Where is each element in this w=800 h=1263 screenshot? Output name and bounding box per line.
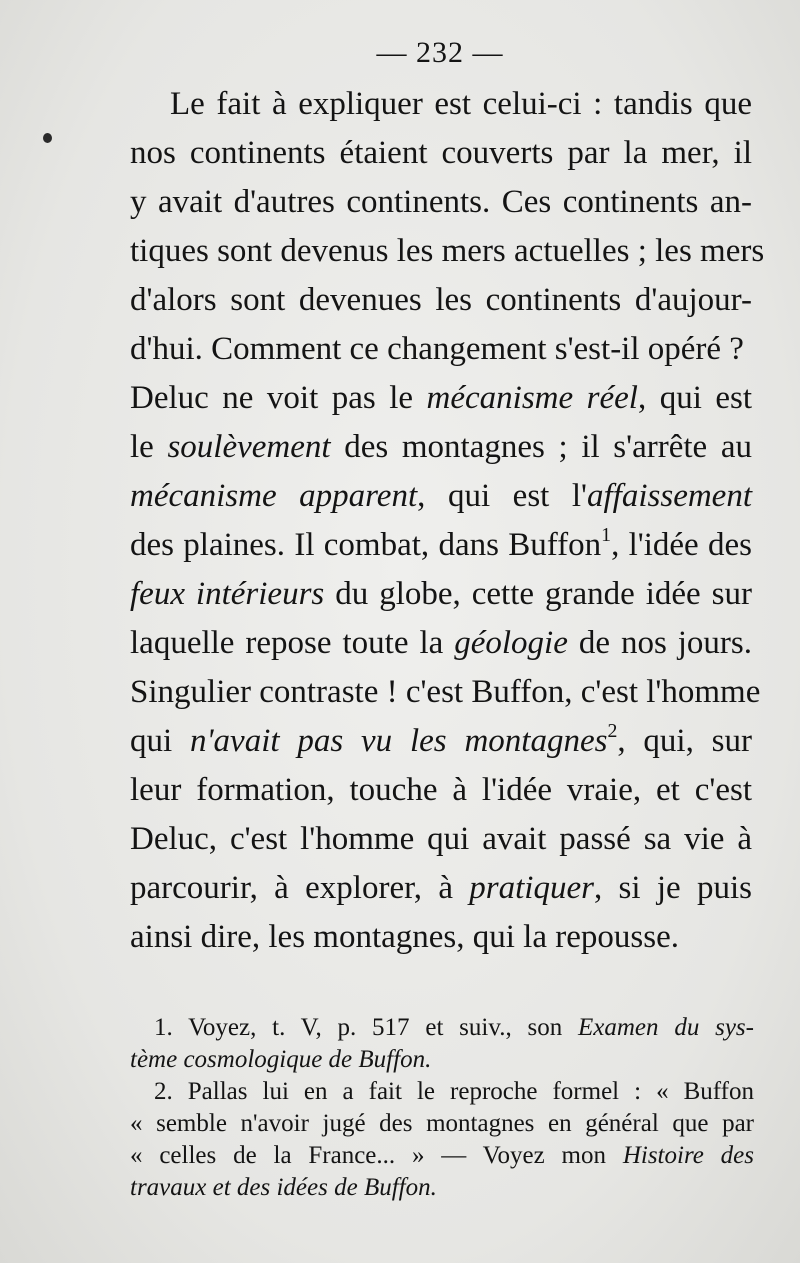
- footnote-ref: 1: [601, 524, 612, 547]
- text-line: [130, 80, 752, 129]
- text-line: [130, 619, 752, 668]
- text-run: ainsi dire, les montagnes, qui la repousse.: [130, 919, 679, 955]
- text-run: nos continents étaient couverts par la mer, il: [130, 135, 752, 171]
- text-line: [130, 521, 752, 570]
- italic-text: géologie: [454, 625, 568, 661]
- text-run: 2. Pallas lui en a fait le reproche formel : « Buffon: [154, 1078, 754, 1105]
- text-run: « semble n'avoir jugé des montagnes en général que par: [130, 1110, 754, 1137]
- italic-text: pratiquer: [469, 870, 594, 906]
- text-line: [130, 717, 752, 766]
- italic-text: Histoire des: [622, 1142, 755, 1169]
- text-run: « celles de la France... » — Voyez mon: [130, 1142, 623, 1169]
- footnote-line: [130, 1044, 754, 1076]
- text-run: des plaines. Il combat, dans Buffon: [130, 527, 602, 563]
- footnote-line: [130, 1172, 754, 1204]
- footnote-line: [130, 1108, 754, 1140]
- text-run: le: [130, 429, 168, 465]
- text-line: [130, 227, 765, 276]
- text-run: , qui, sur: [617, 723, 753, 759]
- text-line: [130, 864, 752, 913]
- text-line: [130, 668, 761, 717]
- text-run: , qui est: [637, 380, 753, 416]
- text-line: [130, 276, 752, 325]
- text-run: y avait d'autres continents. Ces continents an-: [130, 184, 752, 220]
- footnote-line: [130, 1076, 754, 1108]
- italic-text: travaux et des idées de Buffon.: [130, 1174, 437, 1201]
- footnotes: [130, 1012, 754, 1204]
- italic-text: n'avait pas vu les montagnes: [190, 723, 608, 759]
- text-run: , l'idée des: [611, 527, 752, 563]
- text-line: [130, 766, 752, 815]
- text-run: d'hui. Comment ce changement s'est-il opéré ?: [130, 331, 744, 367]
- italic-text: tème cosmologique de Buffon.: [130, 1046, 432, 1073]
- text-line: [130, 570, 752, 619]
- text-line: [130, 374, 752, 423]
- text-run: leur formation, touche à l'idée vraie, et c'est: [130, 772, 752, 808]
- ink-spot: [43, 133, 52, 143]
- footnote-line: [130, 1012, 754, 1044]
- text-run: tiques sont devenus les mers actuelles ; les mers: [130, 233, 765, 269]
- italic-text: mécanisme réel: [426, 380, 638, 416]
- text-run: qui: [130, 723, 190, 759]
- text-line: [130, 913, 752, 962]
- text-run: Deluc, c'est l'homme qui avait passé sa vie à: [130, 821, 752, 857]
- page-number: — 232 —: [376, 36, 504, 69]
- text-run: Singulier contraste ! c'est Buffon, c'est l'homme: [130, 674, 761, 710]
- text-run: Deluc ne voit pas le: [130, 380, 427, 416]
- footnote-ref: 2: [607, 720, 618, 743]
- text-run: Le fait à expliquer est celui-ci : tandis que: [170, 86, 752, 122]
- text-run: des montagnes ; il s'arrête au: [330, 429, 752, 465]
- text-run: de nos jours.: [567, 625, 753, 661]
- italic-text: Examen du sys-: [578, 1014, 754, 1041]
- text-run: 1. Voyez, t. V, p. 517 et suiv., son: [154, 1014, 579, 1041]
- text-run: parcourir, à explorer, à: [130, 870, 470, 906]
- text-run: , si je puis: [593, 870, 752, 906]
- italic-text: mécanisme apparent: [130, 478, 418, 514]
- footnote-line: [130, 1140, 754, 1172]
- italic-text: feux intérieurs: [130, 576, 325, 612]
- text-line: [130, 178, 752, 227]
- italic-text: soulèvement: [167, 429, 331, 465]
- text-run: du globe, cette grande idée sur: [324, 576, 752, 612]
- text-run: , qui est l': [417, 478, 588, 514]
- text-run: d'alors sont devenues les continents d'aujour-: [130, 282, 752, 318]
- text-line: [130, 472, 752, 521]
- text-line: [130, 815, 752, 864]
- text-run: laquelle repose toute la: [130, 625, 455, 661]
- text-line: [130, 423, 752, 472]
- text-line: [130, 325, 752, 374]
- text-line: [130, 129, 752, 178]
- main-paragraph: [130, 80, 765, 962]
- italic-text: affaissement: [587, 478, 752, 514]
